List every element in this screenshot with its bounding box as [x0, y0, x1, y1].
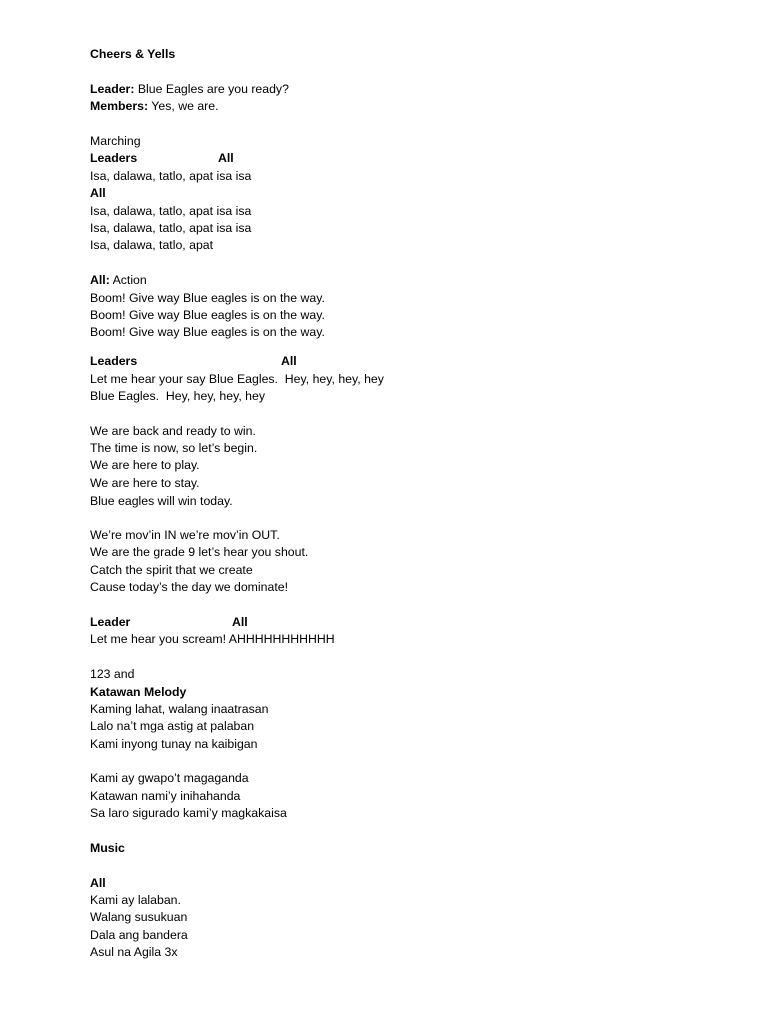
- marching-line: Isa, dalawa, tatlo, apat isa isa: [90, 204, 252, 218]
- katawan-intro: 123 and: [90, 667, 135, 681]
- scream-col-all: All: [232, 615, 248, 629]
- music-line: Walang susukuan: [90, 910, 188, 924]
- members-label: Members:: [90, 99, 149, 113]
- katawan-line: Katawan nami’y inihahanda: [90, 789, 241, 803]
- katawan-line: Kaming lahat, walang inaatrasan: [90, 702, 269, 716]
- marching-line: Isa, dalawa, tatlo, apat isa isa: [90, 221, 252, 235]
- back-ready-line: The time is now, so let’s begin.: [90, 441, 258, 455]
- katawan-line: Sa laro sigurado kami’y magkakaisa: [90, 806, 287, 820]
- marching-col-all: All: [218, 151, 234, 165]
- katawan-line: Kami ay gwapo’t magaganda: [90, 771, 249, 785]
- marching-line: Isa, dalawa, tatlo, apat: [90, 238, 214, 252]
- back-ready-line: We are here to play.: [90, 458, 200, 472]
- marching-col-leaders: Leaders: [90, 151, 138, 165]
- hear-say-col-leaders: Leaders: [90, 354, 138, 368]
- music-heading: Music: [90, 841, 125, 855]
- action-label: All:: [90, 273, 110, 287]
- back-ready-line: We are here to stay.: [90, 476, 200, 490]
- document-title: Cheers & Yells: [90, 47, 176, 61]
- music-all-label: All: [90, 876, 106, 890]
- marching-all-label: All: [90, 186, 106, 200]
- hear-say-line: Let me hear your say Blue Eagles. Hey, hey, hey, hey: [90, 372, 384, 386]
- katawan-line: Kami inyong tunay na kaibigan: [90, 737, 258, 751]
- action-chant: Boom! Give way Blue eagles is on the way.: [90, 308, 325, 322]
- back-ready-line: We are back and ready to win.: [90, 424, 256, 438]
- moving-line: We’re mov’in IN we’re mov’in OUT.: [90, 528, 280, 542]
- katawan-heading: Katawan Melody: [90, 685, 187, 699]
- action-line: [90, 273, 147, 288]
- music-line: Kami ay lalaban.: [90, 893, 181, 907]
- moving-line: Cause today’s the day we dominate!: [90, 580, 289, 594]
- hear-say-line: Blue Eagles. Hey, hey, hey, hey: [90, 389, 265, 403]
- hear-say-col-all: All: [281, 354, 297, 368]
- action-chant: Boom! Give way Blue eagles is on the way.: [90, 291, 325, 305]
- leader-line: [90, 82, 289, 97]
- scream-line: Let me hear you scream! AHHHHHHHHHHH: [90, 632, 335, 646]
- moving-line: Catch the spirit that we create: [90, 563, 253, 577]
- marching-line: Isa, dalawa, tatlo, apat isa isa: [90, 169, 252, 183]
- marching-heading: Marching: [90, 134, 141, 148]
- leader-label: Leader:: [90, 82, 135, 96]
- leader-text: Blue Eagles are you ready?: [137, 82, 289, 96]
- katawan-line: Lalo na’t mga astig at palaban: [90, 719, 255, 733]
- action-text: Action: [112, 273, 147, 287]
- music-line: Asul na Agila 3x: [90, 945, 178, 959]
- members-line: [90, 99, 219, 114]
- action-chant: Boom! Give way Blue eagles is on the way.: [90, 325, 325, 339]
- back-ready-line: Blue eagles will win today.: [90, 494, 233, 508]
- moving-line: We are the grade 9 let’s hear you shout.: [90, 545, 309, 559]
- scream-col-leader: Leader: [90, 615, 131, 629]
- members-text: Yes, we are.: [151, 99, 219, 113]
- music-line: Dala ang bandera: [90, 928, 188, 942]
